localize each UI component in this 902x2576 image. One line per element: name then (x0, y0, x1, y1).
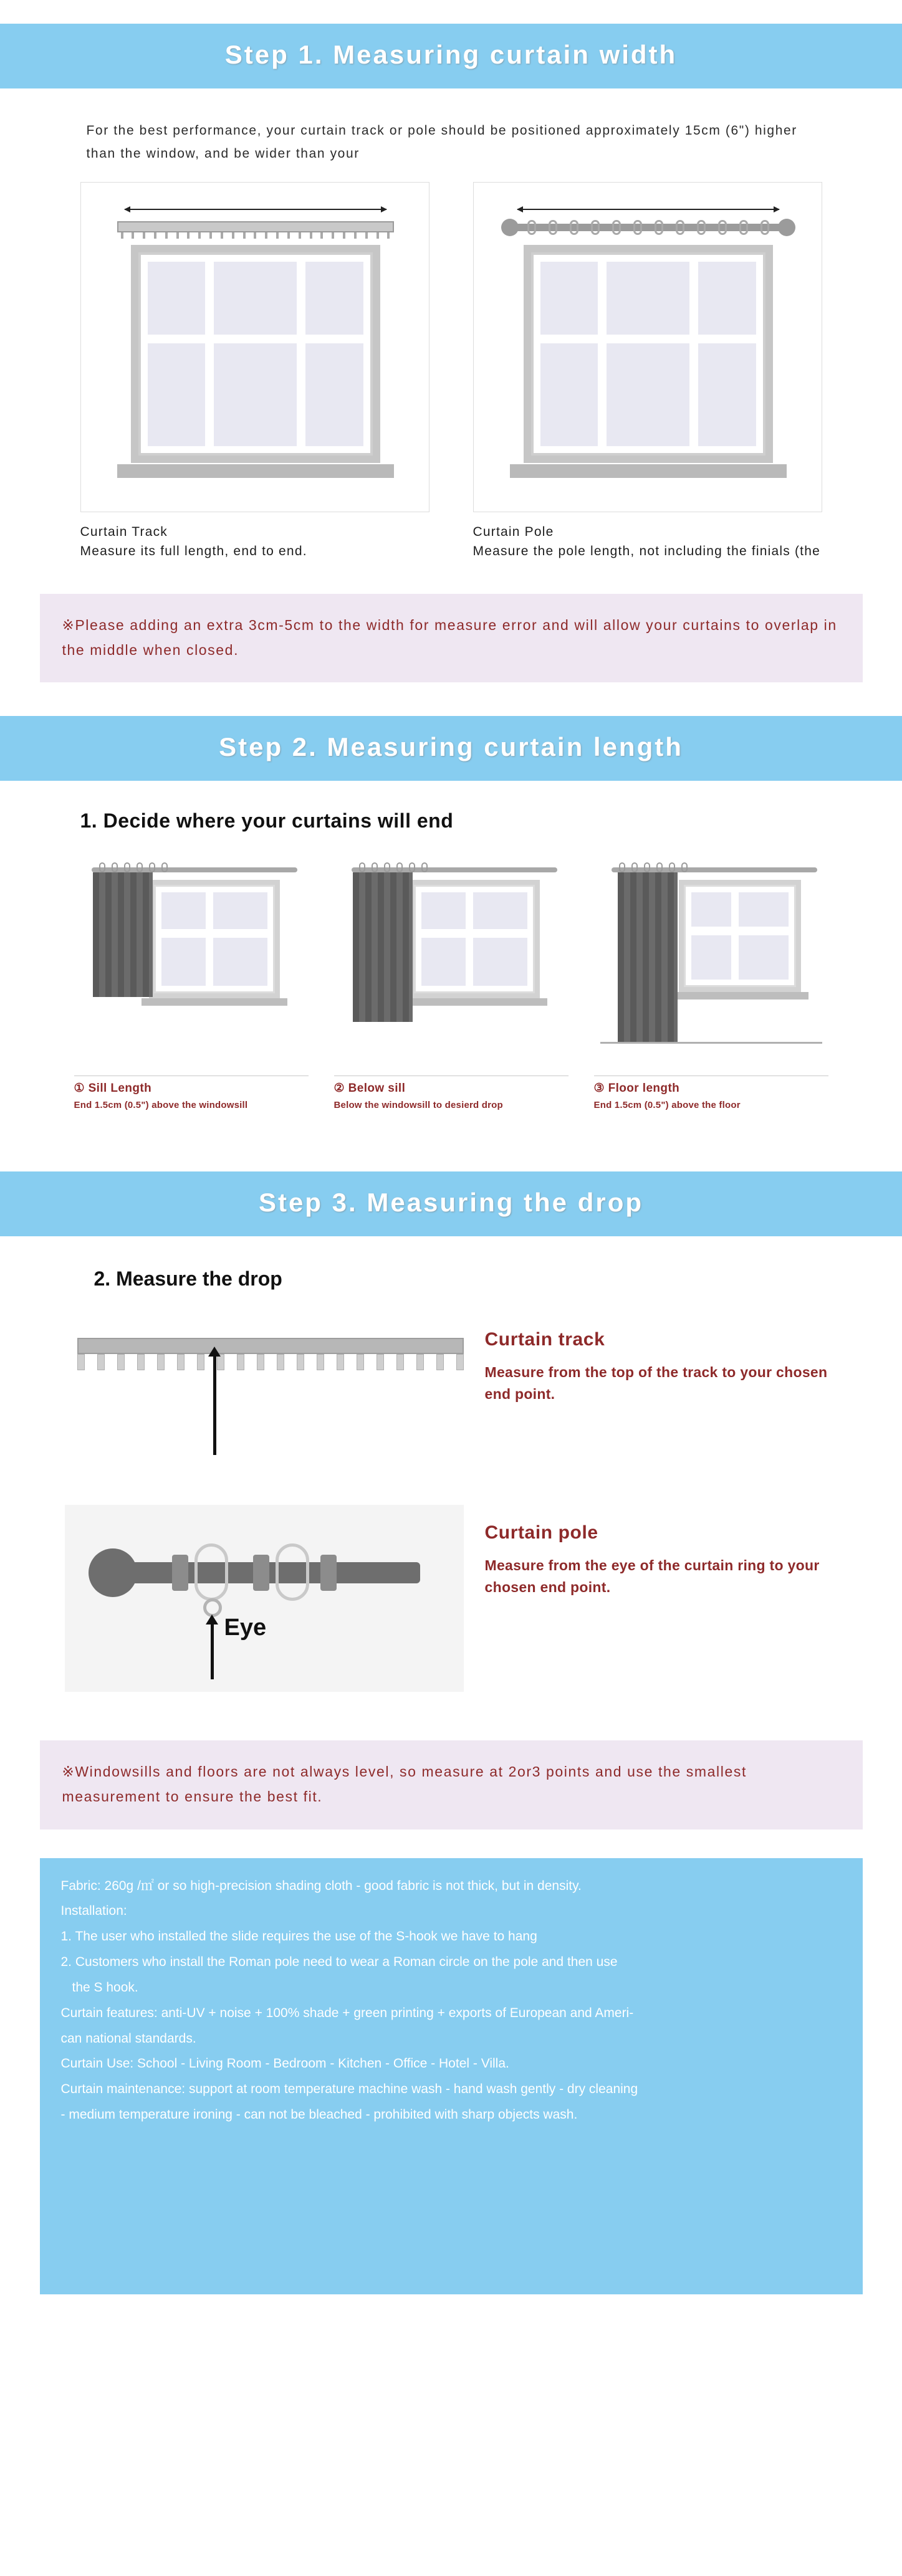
step2-options-row (74, 854, 828, 1112)
option-desc: End 1.5cm (0.5") above the floor (593, 1100, 741, 1110)
curtain-panel-icon (618, 872, 678, 1042)
curtain-panel-icon (353, 872, 413, 1022)
measure-track-diagram (65, 1312, 464, 1467)
option-sill-length (74, 854, 309, 1112)
window-icon (679, 880, 801, 992)
measure-arrow-icon (213, 1355, 216, 1455)
rings-icon (99, 862, 174, 872)
curtain-track-desc: Measure its full length, end to end. (80, 544, 307, 558)
window-icon (149, 880, 280, 998)
sill-icon (401, 998, 547, 1006)
infographic-page (0, 24, 902, 2576)
eye-label: Eye (224, 1615, 267, 1641)
step2-heading: 1. Decide where your curtains will end (80, 809, 454, 832)
measure-pole-row (65, 1505, 838, 1692)
step2-banner: Step 2. Measuring curtain length (0, 716, 902, 781)
option-below-sill (334, 854, 569, 1112)
window-frame-icon (524, 245, 773, 463)
measure-arrow-icon (211, 1623, 214, 1679)
pole-rod-icon (127, 1562, 420, 1583)
measure-pole-diagram (65, 1505, 464, 1692)
pole-finial-icon (89, 1548, 137, 1597)
option-label: ③ Floor length (593, 1082, 680, 1095)
option-label: ② Below sill (333, 1082, 406, 1095)
track-teeth-icon (77, 1354, 464, 1370)
below-sill-diagram (334, 854, 569, 1072)
curtain-track-caption (80, 522, 429, 561)
curtain-track-column (80, 182, 429, 561)
footer-line: Curtain maintenance: support at room temperature machine wash - hand wash gently - dry cleaning (60, 2082, 638, 2097)
footer-line: Fabric: 260g /㎡ or so high-precision shading cloth - good fabric is not thick, but in density. (60, 1878, 582, 1893)
footer-line: Curtain Use: School - Living Room - Bedroom - Kitchen - Office - Hotel - Villa. (60, 2056, 509, 2071)
curtain-pole-title: Curtain Pole (473, 524, 554, 539)
measure-pole-text (464, 1505, 838, 1598)
sill-icon (671, 992, 808, 999)
footer-line: Installation: (60, 1904, 127, 1919)
curtain-pole-desc: Measure the pole length, not including the finials (the (473, 544, 820, 558)
floor-line (600, 1042, 822, 1044)
pole-finial-left-icon (501, 219, 519, 236)
width-arrow-icon (125, 209, 386, 210)
measure-track-title: Curtain track (484, 1329, 605, 1350)
footer-line: the S hook. (72, 1980, 138, 1995)
curtain-panel-icon (93, 872, 153, 997)
curtain-ring-icon (194, 1543, 228, 1601)
curtain-track-diagram (80, 182, 429, 512)
curtain-pole-column (473, 182, 822, 561)
footer-line: can national standards. (60, 2031, 196, 2046)
windowsill-icon (117, 464, 394, 478)
track-bar-icon (117, 221, 394, 232)
sill-length-diagram (74, 854, 309, 1072)
step3-banner: Step 3. Measuring the drop (0, 1171, 902, 1236)
window-frame-icon (131, 245, 380, 463)
curtain-pole-caption (473, 522, 822, 561)
track-hooks-icon (121, 232, 390, 239)
footer-line: 2. Customers who install the Roman pole need to wear a Roman circle on the pole and then use (60, 1955, 618, 1970)
curtain-ring-icon (276, 1543, 309, 1601)
windowsill-icon (510, 464, 787, 478)
step3-note: ※Windowsills and floors are not always level, so measure at 2or3 points and use the smallest measurement to ensure the best fit. (40, 1740, 863, 1829)
option-floor-length (594, 854, 828, 1112)
window-icon (409, 880, 540, 998)
product-details-block (40, 1858, 863, 2294)
width-arrow-icon (517, 209, 779, 210)
option-desc: End 1.5cm (0.5") above the windowsill (74, 1100, 248, 1110)
pole-rings-icon (527, 220, 769, 235)
footer-line: Curtain features: anti-UV + noise + 100% shade + green printing + exports of European and Ameri- (60, 2005, 634, 2020)
step1-banner: Step 1. Measuring curtain width (0, 24, 902, 88)
step1-note: ※Please adding an extra 3cm-5cm to the width for measure error and will allow your curtains to overlap in the middle when closed. (40, 594, 863, 683)
pole-finial-right-icon (778, 219, 795, 236)
curtain-track-title: Curtain Track (80, 524, 168, 539)
step3-heading: 2. Measure the drop (94, 1267, 282, 1290)
measure-track-desc: Measure from the top of the track to your chosen end point. (484, 1364, 828, 1402)
measure-track-row (65, 1312, 838, 1467)
option-desc: Below the windowsill to desierd drop (333, 1100, 503, 1110)
rings-icon (619, 862, 694, 872)
rings-icon (359, 862, 434, 872)
option-label: ① Sill Length (74, 1082, 152, 1095)
curtain-pole-diagram (473, 182, 822, 512)
footer-line: - medium temperature ironing - can not be bleached - prohibited with sharp objects wash. (60, 2107, 578, 2122)
step1-intro-text: For the best performance, your curtain track or pole should be positioned approximately 15cm (6") higher than the window, and be wider than your (86, 123, 797, 161)
pole-collar-icon (253, 1555, 269, 1591)
track-strip-icon (77, 1338, 464, 1354)
measure-track-text (464, 1312, 838, 1405)
step1-diagram-row (80, 182, 822, 561)
footer-line: 1. The user who installed the slide requires the use of the S-hook we have to hang (60, 1929, 537, 1944)
measure-pole-title: Curtain pole (484, 1522, 598, 1543)
measure-pole-desc: Measure from the eye of the curtain ring to your chosen end point. (484, 1557, 820, 1595)
floor-length-diagram (594, 854, 828, 1072)
pole-collar-icon (172, 1555, 188, 1591)
sill-icon (142, 998, 287, 1006)
pole-collar-icon (320, 1555, 337, 1591)
